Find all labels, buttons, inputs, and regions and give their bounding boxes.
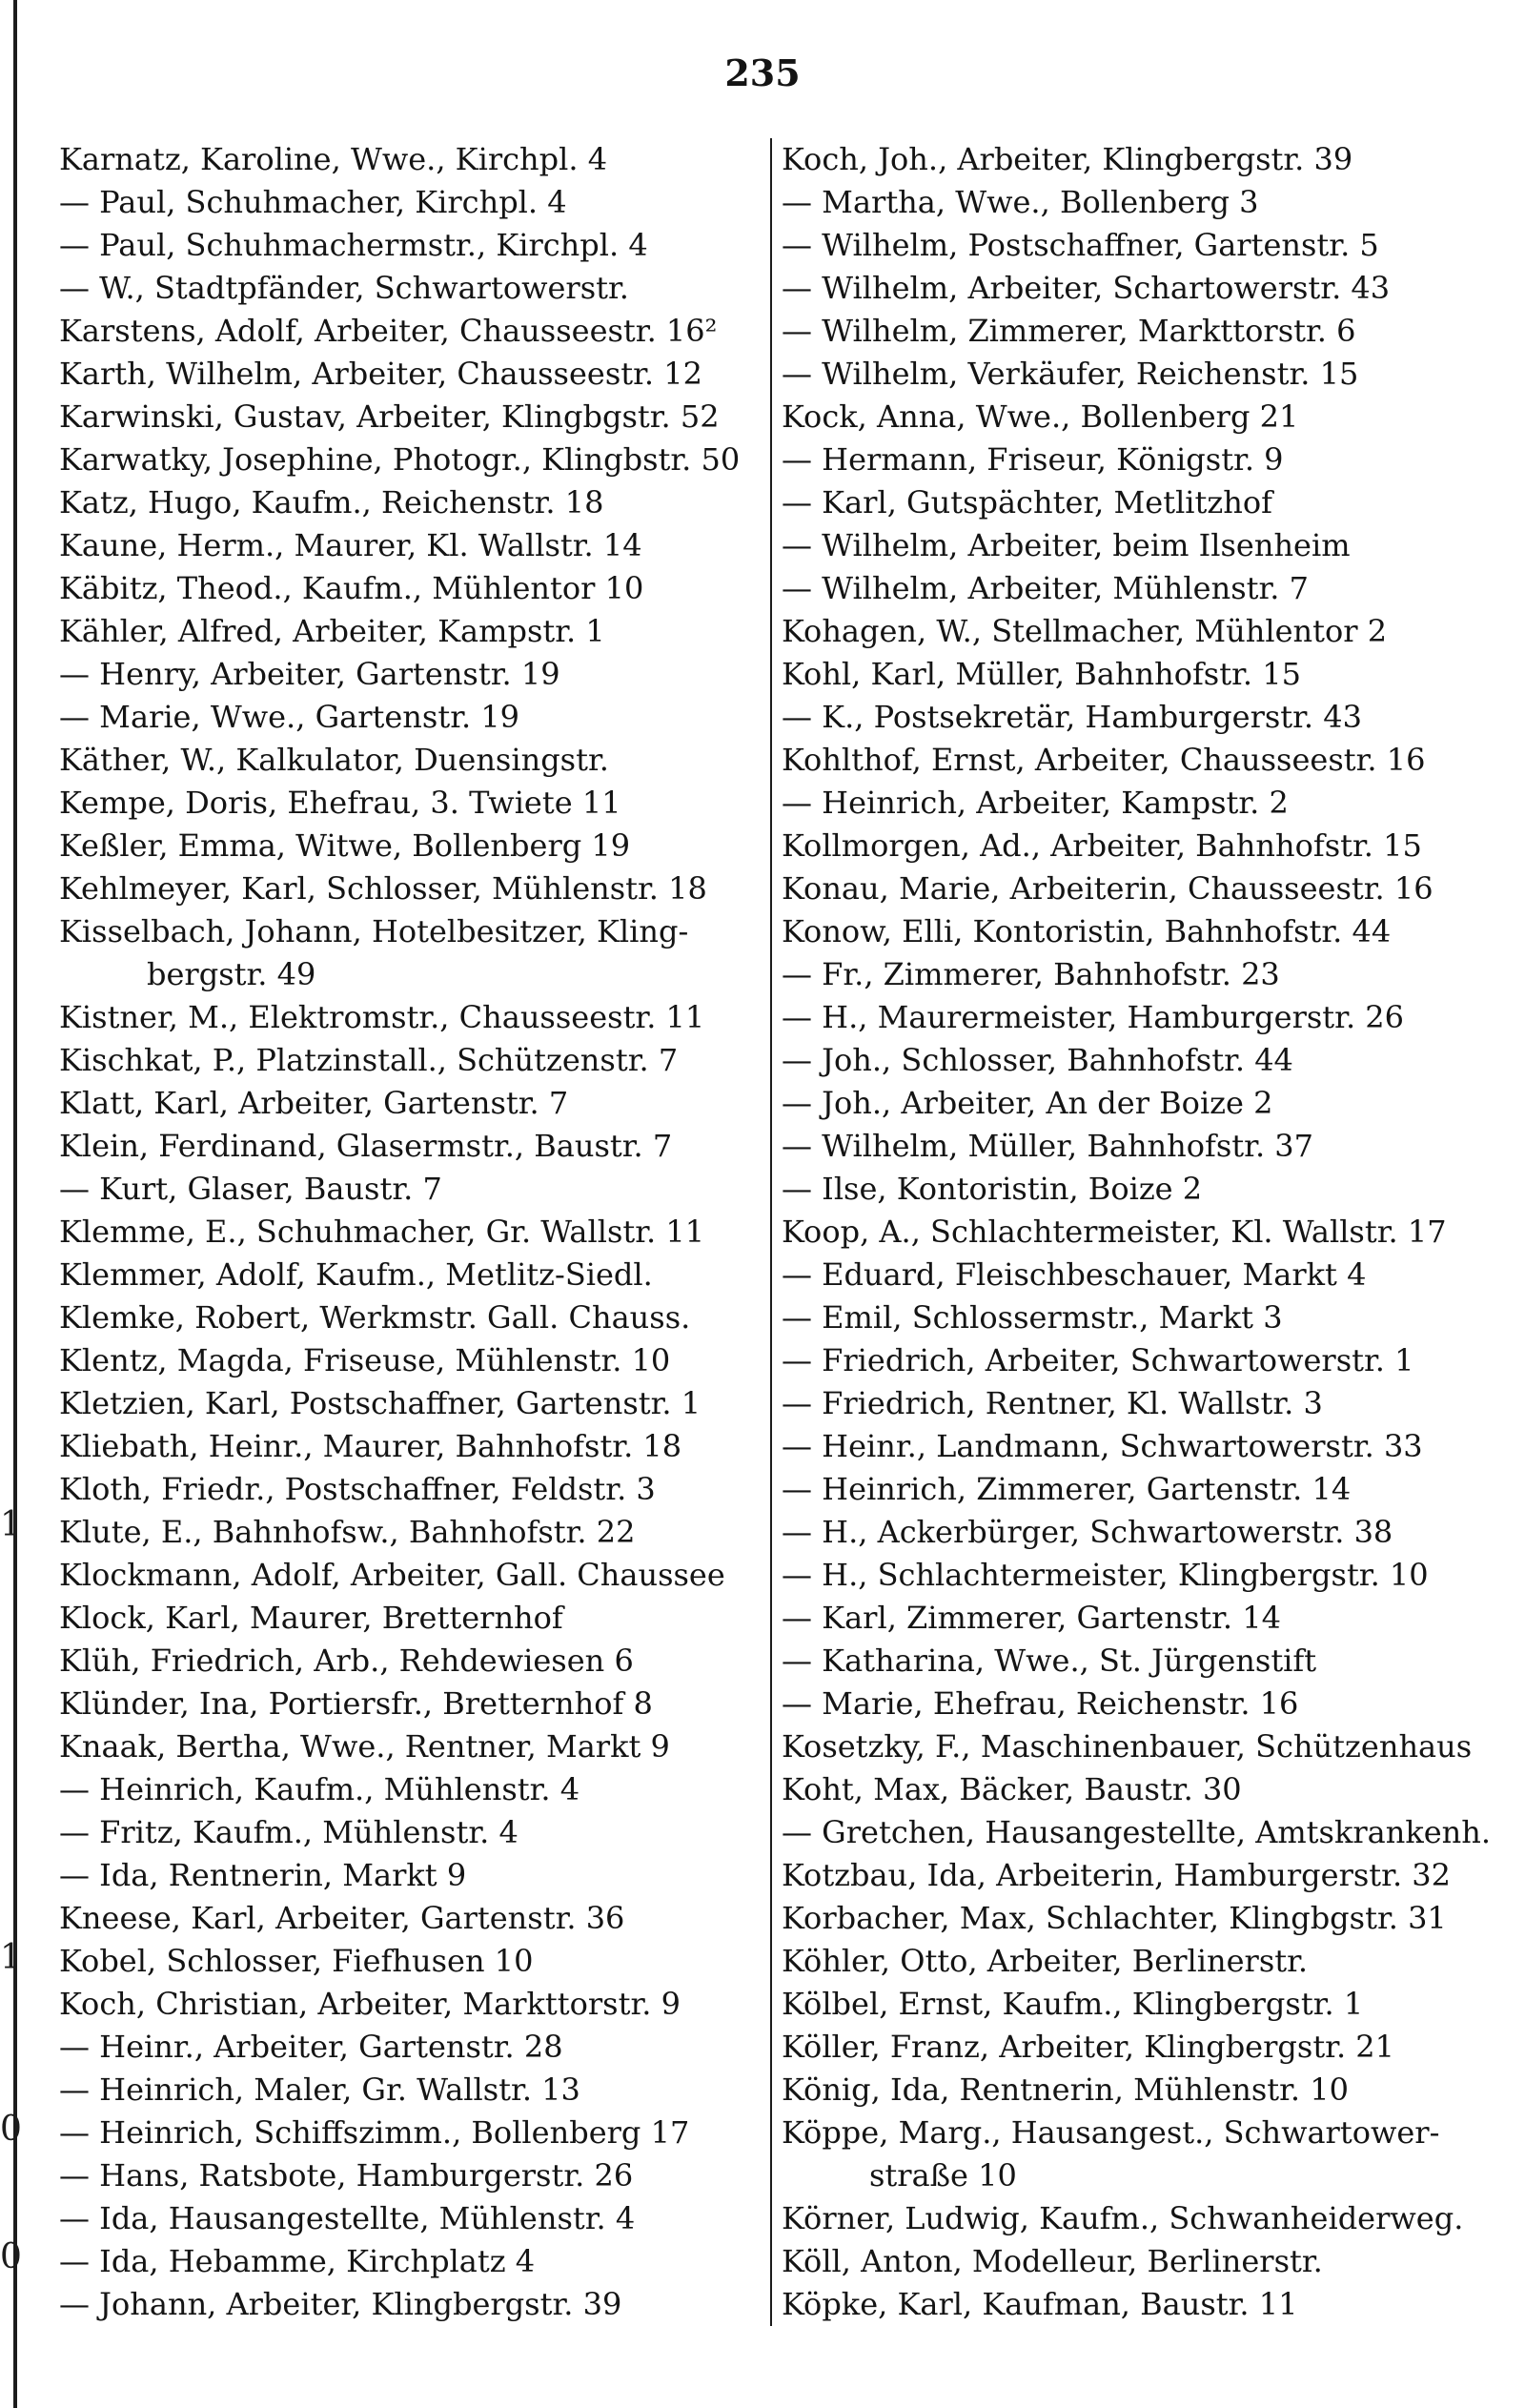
directory-entry: — Wilhelm, Verkäufer, Reichenstr. 15 xyxy=(782,356,1359,392)
directory-entry: Koht, Max, Bäcker, Baustr. 30 xyxy=(782,1771,1242,1807)
directory-entry: Köll, Anton, Modelleur, Berlinerstr. xyxy=(782,2243,1323,2279)
right-column xyxy=(770,138,1514,2326)
directory-entry: — H., Maurermeister, Hamburgerstr. 26 xyxy=(782,999,1404,1035)
directory-entry: — Gretchen, Hausangestellte, Amtskrankenh. xyxy=(782,1814,1492,1850)
directory-entry: — Marie, Ehefrau, Reichenstr. 16 xyxy=(782,1685,1299,1722)
directory-entry: — Friedrich, Arbeiter, Schwartowerstr. 1 xyxy=(782,1342,1414,1378)
directory-entry: — Henry, Arbeiter, Gartenstr. 19 xyxy=(59,656,560,692)
directory-entry: Kosetzky, F., Maschinenbauer, Schützenhaus xyxy=(782,1728,1473,1765)
directory-entry: — Katharina, Wwe., St. Jürgenstift xyxy=(782,1643,1317,1679)
directory-entry: Kempe, Doris, Ehefrau, 3. Twiete 11 xyxy=(59,785,621,821)
directory-entry: Kischkat, P., Platzinstall., Schützenstr. 7 xyxy=(59,1042,679,1078)
directory-entry: — Kurt, Glaser, Baustr. 7 xyxy=(59,1171,442,1207)
directory-entry: Kock, Anna, Wwe., Bollenberg 21 xyxy=(782,398,1299,435)
directory-entry: — Eduard, Fleischbeschauer, Markt 4 xyxy=(782,1256,1367,1293)
directory-entry: Klatt, Karl, Arbeiter, Gartenstr. 7 xyxy=(59,1085,569,1121)
margin-mark: 0 xyxy=(0,2110,22,2149)
directory-entry: — Heinr., Arbeiter, Gartenstr. 28 xyxy=(59,2029,563,2065)
directory-entry: Koop, A., Schlachtermeister, Kl. Wallstr. 17 xyxy=(782,1214,1447,1250)
directory-entry: — Wilhelm, Müller, Bahnhofstr. 37 xyxy=(782,1128,1313,1164)
directory-entry: Kohl, Karl, Müller, Bahnhofstr. 15 xyxy=(782,656,1301,692)
directory-entry: — H., Ackerbürger, Schwartowerstr. 38 xyxy=(782,1514,1393,1550)
directory-entry: Kölbel, Ernst, Kaufm., Klingbergstr. 1 xyxy=(782,1986,1364,2022)
directory-entry: Kähler, Alfred, Arbeiter, Kampstr. 1 xyxy=(59,613,605,649)
directory-entry: — Ida, Hebamme, Kirchplatz 4 xyxy=(59,2243,536,2279)
directory-entry: — Ida, Rentnerin, Markt 9 xyxy=(59,1857,467,1893)
directory-entry: Kaune, Herm., Maurer, Kl. Wallstr. 14 xyxy=(59,527,642,563)
directory-entry: Koch, Joh., Arbeiter, Klingbergstr. 39 xyxy=(782,141,1353,177)
directory-entry: Köller, Franz, Arbeiter, Klingbergstr. 21 xyxy=(782,2029,1395,2065)
directory-entry: Karnatz, Karoline, Wwe., Kirchpl. 4 xyxy=(59,141,608,177)
directory-entry: Konau, Marie, Arbeiterin, Chausseestr. 16 xyxy=(782,870,1434,907)
directory-entry: bergstr. 49 xyxy=(147,956,316,992)
directory-entry: Kletzien, Karl, Postschaffner, Gartenstr. 1 xyxy=(59,1385,702,1421)
directory-entry: Kohagen, W., Stellmacher, Mühlentor 2 xyxy=(782,613,1388,649)
directory-entry: Köppe, Marg., Hausangest., Schwartower- xyxy=(782,2114,1440,2151)
directory-entry: Keßler, Emma, Witwe, Bollenberg 19 xyxy=(59,827,631,864)
directory-entry: — Hermann, Friseur, Königstr. 9 xyxy=(782,441,1284,478)
directory-entry: — Wilhelm, Arbeiter, beim Ilsenheim xyxy=(782,527,1351,563)
directory-entry: Konow, Elli, Kontoristin, Bahnhofstr. 44 xyxy=(782,913,1392,949)
directory-entry: — Ilse, Kontoristin, Boize 2 xyxy=(782,1171,1203,1207)
directory-entry: — Wilhelm, Arbeiter, Mühlenstr. 7 xyxy=(782,570,1309,606)
directory-entry: Kloth, Friedr., Postschaffner, Feldstr. 3 xyxy=(59,1471,656,1507)
directory-entry: — Paul, Schuhmacher, Kirchpl. 4 xyxy=(59,184,567,220)
directory-entry: — Wilhelm, Postschaffner, Gartenstr. 5 xyxy=(782,227,1379,263)
page-edge-line xyxy=(13,0,17,2408)
directory-entry: Katz, Hugo, Kaufm., Reichenstr. 18 xyxy=(59,484,604,520)
directory-entry: — Martha, Wwe., Bollenberg 3 xyxy=(782,184,1259,220)
directory-entry: — Paul, Schuhmachermstr., Kirchpl. 4 xyxy=(59,227,648,263)
directory-entry: Klünder, Ina, Portiersfr., Bretternhof 8 xyxy=(59,1685,653,1722)
left-column xyxy=(59,138,761,2326)
directory-entry: — Hans, Ratsbote, Hamburgerstr. 26 xyxy=(59,2157,634,2194)
margin-mark: 0 xyxy=(0,2237,22,2276)
directory-entry: Klemmer, Adolf, Kaufm., Metlitz-Siedl. xyxy=(59,1256,653,1293)
directory-entry: straße 10 xyxy=(869,2157,1017,2194)
margin-mark: 1 xyxy=(0,1505,22,1544)
directory-entry: Klockmann, Adolf, Arbeiter, Gall. Chaussee xyxy=(59,1557,725,1593)
directory-entry: Karwinski, Gustav, Arbeiter, Klingbgstr. 52 xyxy=(59,398,720,435)
directory-entry: Klemke, Robert, Werkmstr. Gall. Chauss. xyxy=(59,1299,691,1336)
directory-entry: Köhler, Otto, Arbeiter, Berlinerstr. xyxy=(782,1943,1309,1979)
directory-entry: Käther, W., Kalkulator, Duensingstr. xyxy=(59,742,609,778)
directory-entry: — Heinr., Landmann, Schwartowerstr. 33 xyxy=(782,1428,1423,1464)
directory-entry: Koch, Christian, Arbeiter, Markttorstr. 9 xyxy=(59,1986,681,2022)
directory-entry: Kisselbach, Johann, Hotelbesitzer, Kling- xyxy=(59,913,689,949)
directory-entry: Körner, Ludwig, Kaufm., Schwanheiderweg. xyxy=(782,2200,1464,2236)
directory-entry: — K., Postsekretär, Hamburgerstr. 43 xyxy=(782,699,1362,735)
directory-entry: — Joh., Schlosser, Bahnhofstr. 44 xyxy=(782,1042,1293,1078)
directory-entry: — Karl, Zimmerer, Gartenstr. 14 xyxy=(782,1600,1281,1636)
directory-entry: — Emil, Schlossermstr., Markt 3 xyxy=(782,1299,1283,1336)
directory-entry: — Heinrich, Zimmerer, Gartenstr. 14 xyxy=(782,1471,1352,1507)
directory-entry: Klüh, Friedrich, Arb., Rehdewiesen 6 xyxy=(59,1643,634,1679)
directory-entry: Kobel, Schlosser, Fiefhusen 10 xyxy=(59,1943,534,1979)
margin-mark: 1 xyxy=(0,1938,22,1977)
directory-entry: Karwatky, Josephine, Photogr., Klingbstr. 50 xyxy=(59,441,741,478)
directory-entry: König, Ida, Rentnerin, Mühlenstr. 10 xyxy=(782,2071,1349,2108)
directory-entry: — Karl, Gutspächter, Metlitzhof xyxy=(782,484,1272,520)
directory-entry: Klemme, E., Schuhmacher, Gr. Wallstr. 11 xyxy=(59,1214,705,1250)
directory-entry: Kneese, Karl, Arbeiter, Gartenstr. 36 xyxy=(59,1900,625,1936)
directory-entry: Karth, Wilhelm, Arbeiter, Chausseestr. 12 xyxy=(59,356,702,392)
directory-entry: — Wilhelm, Zimmerer, Markttorstr. 6 xyxy=(782,313,1356,349)
directory-entry: Knaak, Bertha, Wwe., Rentner, Markt 9 xyxy=(59,1728,670,1765)
directory-entry: Kehlmeyer, Karl, Schlosser, Mühlenstr. 18 xyxy=(59,870,707,907)
directory-entry: — Johann, Arbeiter, Klingbergstr. 39 xyxy=(59,2286,622,2322)
directory-entry: Kotzbau, Ida, Arbeiterin, Hamburgerstr. 32 xyxy=(782,1857,1451,1893)
directory-entry: Kliebath, Heinr., Maurer, Bahnhofstr. 18 xyxy=(59,1428,682,1464)
directory-entry: — Joh., Arbeiter, An der Boize 2 xyxy=(782,1085,1273,1121)
directory-entry: Klute, E., Bahnhofsw., Bahnhofstr. 22 xyxy=(59,1514,636,1550)
directory-entry: — Marie, Wwe., Gartenstr. 19 xyxy=(59,699,520,735)
directory-entry: — H., Schlachtermeister, Klingbergstr. 10 xyxy=(782,1557,1429,1593)
directory-entry: — Heinrich, Kaufm., Mühlenstr. 4 xyxy=(59,1771,580,1807)
directory-entry: — Heinrich, Maler, Gr. Wallstr. 13 xyxy=(59,2071,580,2108)
directory-entry: — Heinrich, Schiffszimm., Bollenberg 17 xyxy=(59,2114,690,2151)
directory-entry: Köpke, Karl, Kaufman, Baustr. 11 xyxy=(782,2286,1298,2322)
directory-entry: — Fritz, Kaufm., Mühlenstr. 4 xyxy=(59,1814,518,1850)
directory-entry: Korbacher, Max, Schlachter, Klingbgstr. 31 xyxy=(782,1900,1447,1936)
directory-entry: Klock, Karl, Maurer, Bretternhof xyxy=(59,1600,563,1636)
directory-entry: — Fr., Zimmerer, Bahnhofstr. 23 xyxy=(782,956,1280,992)
directory-entry: — Wilhelm, Arbeiter, Schartowerstr. 43 xyxy=(782,270,1391,306)
directory-entry: Kollmorgen, Ad., Arbeiter, Bahnhofstr. 15 xyxy=(782,827,1422,864)
directory-entry: — Friedrich, Rentner, Kl. Wallstr. 3 xyxy=(782,1385,1323,1421)
directory-entry: — Ida, Hausangestellte, Mühlenstr. 4 xyxy=(59,2200,636,2236)
directory-entry: Kistner, M., Elektromstr., Chausseestr. 11 xyxy=(59,999,705,1035)
directory-entry: Kohlthof, Ernst, Arbeiter, Chausseestr. 16 xyxy=(782,742,1426,778)
page-number: 235 xyxy=(724,51,801,94)
directory-entry: — W., Stadtpfänder, Schwartowerstr. xyxy=(59,270,629,306)
directory-entry: — Heinrich, Arbeiter, Kampstr. 2 xyxy=(782,785,1289,821)
directory-entry: Käbitz, Theod., Kaufm., Mühlentor 10 xyxy=(59,570,644,606)
directory-entry: Klentz, Magda, Friseuse, Mühlenstr. 10 xyxy=(59,1342,671,1378)
directory-entry: Klein, Ferdinand, Glasermstr., Baustr. 7 xyxy=(59,1128,673,1164)
directory-entry: Karstens, Adolf, Arbeiter, Chausseestr. 16² xyxy=(59,313,718,349)
